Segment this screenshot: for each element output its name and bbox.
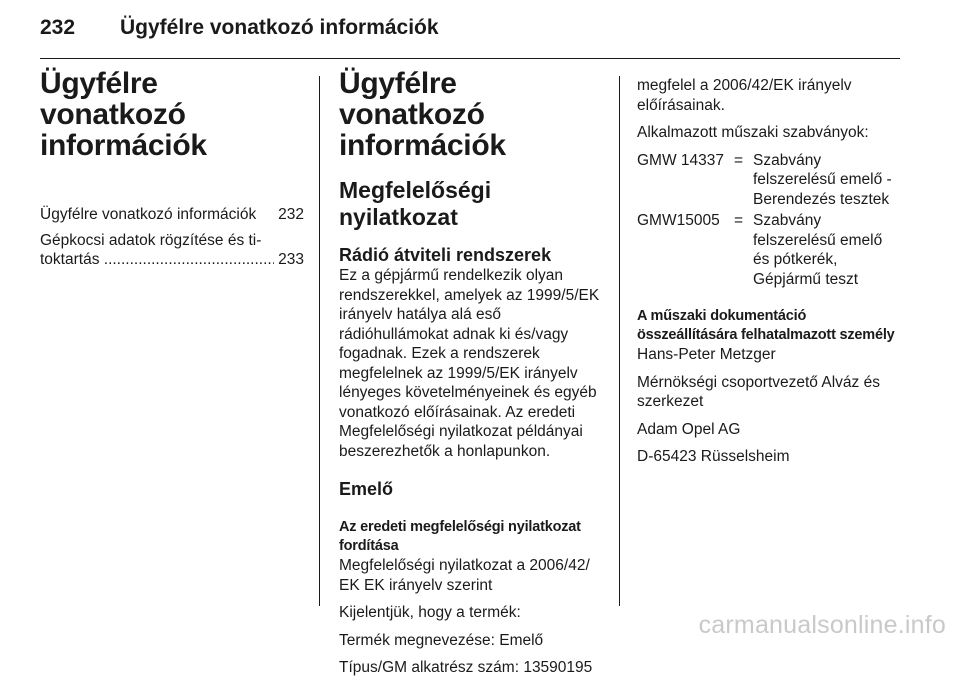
column-divider-2	[619, 76, 620, 606]
person-name: Hans-Peter Metzger	[637, 346, 776, 363]
watermark: carmanualsonline.info	[698, 611, 946, 639]
standard-equals: =	[734, 212, 744, 229]
section-title: Megfelelőségi nyilatkozat	[339, 177, 492, 230]
standard-description: Szabvány felszerelésű emelő és pótkerék, Gépjármű teszt	[753, 212, 883, 288]
standards-label: Alkalmazott műszaki szabványok:	[637, 124, 869, 141]
standard-code: GMW15005	[637, 212, 720, 229]
toc-entry-page: 232	[278, 206, 304, 223]
continuation-paragraph: megfelel a 2006/42/EK irányelv előírásainak.	[637, 77, 852, 114]
running-title: Ügyfélre vonatkozó információk	[120, 16, 439, 39]
toc-entry[interactable]	[40, 231, 304, 270]
main-column	[339, 68, 605, 678]
company-address: D-65423 Rüsselsheim	[637, 448, 790, 465]
person-role: Mérnökségi csoportvezető Alváz és szerkezet	[637, 373, 880, 410]
declaration-paragraph: Kijelentjük, hogy a termék:	[339, 604, 521, 621]
radio-paragraph: Ez a gépjármű rendelkezik olyan rendszerekkel, amelyek az 1999/5/EK irányelv hatálya alá eső rádióhullámokat adnak ki és/vagy fogadnak. Ezek a rendszerek megfelelnek az 1999/5/EK irányelv lényeges követelményeinek és egyéb vonatkozó előírásainak. Az eredeti Megfelelőségi nyilatkozat példányai beszerezhetők a honlapunkon.	[339, 267, 600, 460]
standard-description: Szabvány felszerelésű emelő - Berendezés tesztek	[753, 151, 892, 208]
toc-entry-page: 233	[278, 251, 304, 268]
toc-column	[40, 68, 304, 270]
translation-paragraph: Megfelelőségi nyilatkozat a 2006/42/ EK EK irányelv szerint	[339, 557, 590, 594]
radio-heading: Rádió átviteli rendszerek	[339, 245, 552, 265]
column-divider-1	[319, 76, 320, 606]
right-column	[637, 68, 899, 467]
toc-entry-label: Gépkocsi adatok rögzítése és ti-	[40, 231, 262, 249]
toc-list	[40, 205, 304, 270]
product-name: Termék megnevezése: Emelő	[339, 631, 544, 649]
translation-heading: Az eredeti megfelelőségi nyilatkozat fordítása	[339, 519, 581, 554]
standard-equals: =	[734, 151, 744, 169]
jack-heading: Emelő	[339, 479, 394, 499]
company-name: Adam Opel AG	[637, 420, 741, 438]
standard-code: GMW 14337	[637, 151, 725, 169]
header-divider	[40, 58, 900, 59]
authorized-person-heading: A műszaki dokumentáció összeállítására felhatalmazott személy	[637, 308, 895, 343]
standards-table	[637, 151, 899, 290]
toc-entry-leader-line	[40, 250, 304, 270]
toc-title: Ügyfélre vonatkozó információk	[40, 67, 207, 162]
main-title: Ügyfélre vonatkozó információk	[339, 67, 506, 162]
page-number: 232	[40, 16, 76, 39]
type-number: Típus/GM alkatrész szám: 13590195	[339, 659, 593, 676]
toc-entry-label: toktartás .....	[40, 250, 274, 270]
toc-entry-label: Ügyfélre vonatkozó információk	[40, 206, 257, 223]
toc-entry[interactable]	[40, 205, 304, 225]
